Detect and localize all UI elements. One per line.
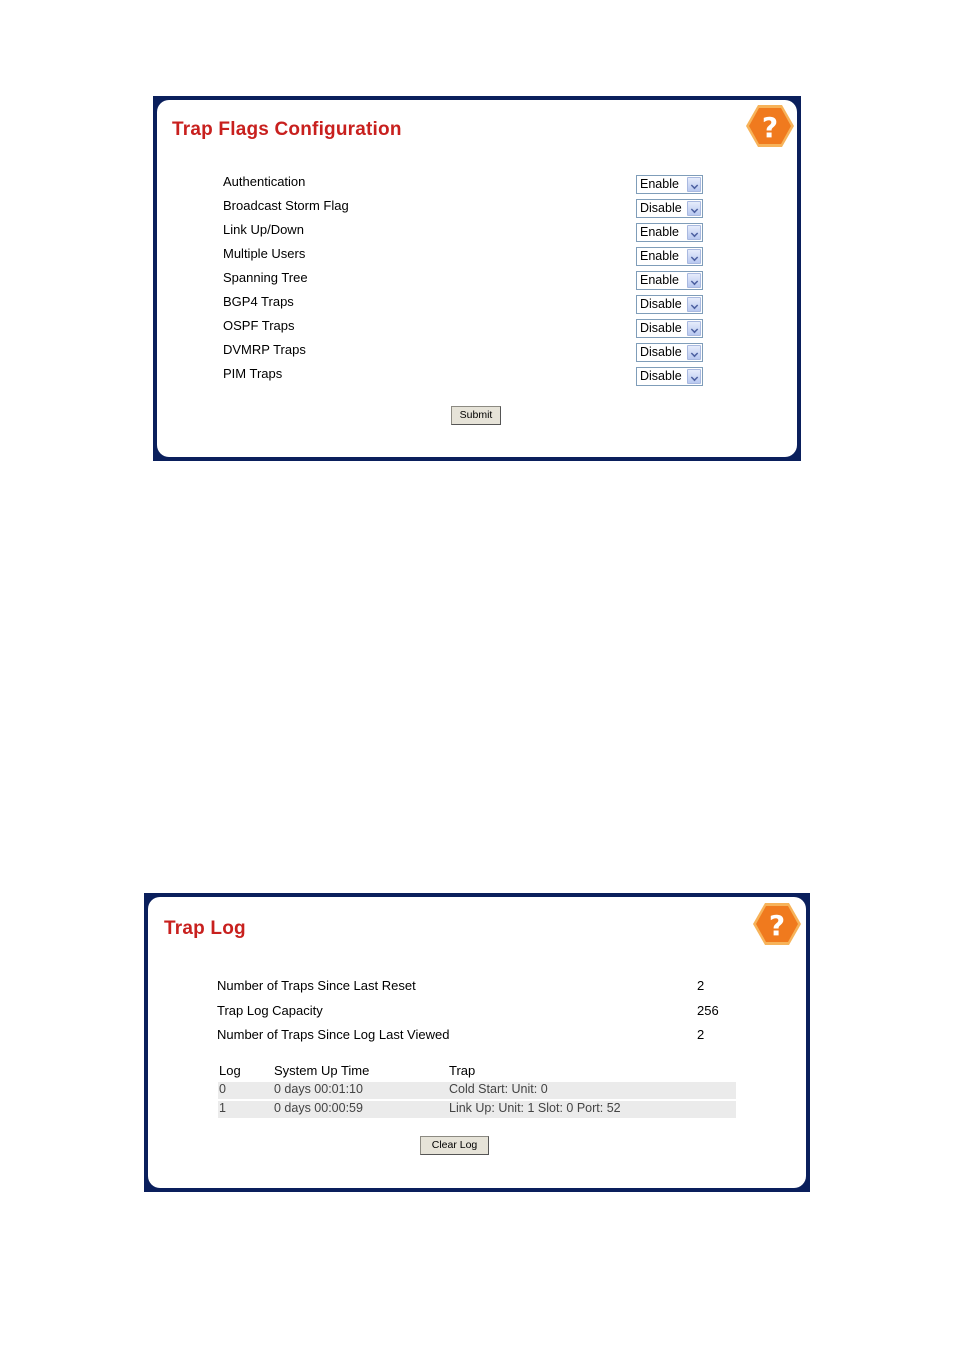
select-value: Enable	[640, 225, 679, 239]
chevron-down-icon[interactable]	[687, 201, 701, 216]
trap-log-panel-body	[148, 897, 806, 1188]
stat-row-traps-since-viewed	[217, 1025, 737, 1047]
flag-label: OSPF Traps	[223, 318, 295, 333]
stat-value: 2	[697, 978, 705, 993]
dvmrp-traps-select[interactable]	[636, 343, 703, 362]
flag-label: DVMRP Traps	[223, 342, 306, 357]
stat-row-log-capacity	[217, 1001, 737, 1023]
ospf-traps-select[interactable]	[636, 319, 703, 338]
flag-row-pim	[223, 364, 682, 386]
select-value: Disable	[640, 297, 682, 311]
cell-trap: Link Up: Unit: 1 Slot: 0 Port: 52	[449, 1101, 621, 1115]
table-row	[218, 1101, 736, 1118]
chevron-down-icon[interactable]	[687, 369, 701, 384]
chevron-down-icon[interactable]	[687, 225, 701, 240]
svg-text:?: ?	[768, 909, 786, 942]
select-value: Enable	[640, 249, 679, 263]
cell-trap: Cold Start: Unit: 0	[449, 1082, 548, 1096]
flag-row-bgp4	[223, 292, 682, 314]
page-title: Trap Flags Configuration	[172, 119, 402, 140]
stat-row-traps-since-reset	[217, 976, 737, 998]
trap-flags-panel-body	[157, 100, 797, 457]
page-title: Trap Log	[164, 918, 246, 939]
broadcast-storm-select[interactable]	[636, 199, 703, 218]
cell-log: 1	[219, 1101, 226, 1115]
stat-label: Number of Traps Since Log Last Viewed	[217, 1027, 450, 1042]
trap-flags-panel	[153, 96, 801, 461]
stat-label: Number of Traps Since Last Reset	[217, 978, 416, 993]
cell-up-time: 0 days 00:01:10	[274, 1082, 363, 1096]
cell-up-time: 0 days 00:00:59	[274, 1101, 363, 1115]
flag-row-link-up-down	[223, 220, 679, 242]
submit-button[interactable]: Submit	[451, 406, 501, 425]
flag-label: PIM Traps	[223, 366, 283, 381]
flag-label: Multiple Users	[223, 246, 306, 261]
select-value: Enable	[640, 273, 679, 287]
chevron-down-icon[interactable]	[687, 249, 701, 264]
flag-label: BGP4 Traps	[223, 294, 294, 309]
select-value: Disable	[640, 345, 682, 359]
stat-label: Trap Log Capacity	[217, 1003, 323, 1018]
clear-log-button[interactable]: Clear Log	[420, 1136, 489, 1155]
chevron-down-icon[interactable]	[687, 273, 701, 288]
flag-row-broadcast-storm	[223, 196, 682, 218]
cell-log: 0	[219, 1082, 226, 1096]
flag-label: Broadcast Storm Flag	[223, 198, 349, 213]
column-header-up-time: System Up Time	[274, 1063, 370, 1078]
flag-label: Authentication	[223, 174, 306, 189]
select-value: Enable	[640, 177, 679, 191]
chevron-down-icon[interactable]	[687, 345, 701, 360]
chevron-down-icon[interactable]	[687, 321, 701, 336]
flag-row-spanning-tree	[223, 268, 679, 290]
flag-row-dvmrp	[223, 340, 682, 362]
table-header	[218, 1062, 736, 1082]
chevron-down-icon[interactable]	[687, 177, 701, 192]
select-value: Disable	[640, 369, 682, 383]
help-icon[interactable]	[752, 901, 802, 947]
trap-log-panel	[144, 893, 810, 1192]
trap-log-table	[218, 1062, 736, 1120]
column-header-trap: Trap	[449, 1063, 476, 1078]
spanning-tree-select[interactable]	[636, 271, 703, 290]
svg-text:?: ?	[761, 111, 779, 144]
stat-value: 2	[697, 1027, 705, 1042]
table-row	[218, 1082, 736, 1099]
multiple-users-select[interactable]	[636, 247, 703, 266]
column-header-log: Log	[219, 1063, 241, 1078]
flag-label: Spanning Tree	[223, 270, 308, 285]
flag-row-multiple-users	[223, 244, 679, 266]
pim-traps-select[interactable]	[636, 367, 703, 386]
chevron-down-icon[interactable]	[687, 297, 701, 312]
help-icon[interactable]	[745, 103, 795, 149]
flag-row-authentication	[223, 172, 679, 194]
flag-row-ospf	[223, 316, 682, 338]
bgp4-traps-select[interactable]	[636, 295, 703, 314]
select-value: Disable	[640, 201, 682, 215]
select-value: Disable	[640, 321, 682, 335]
authentication-select[interactable]	[636, 175, 703, 194]
link-up-down-select[interactable]	[636, 223, 703, 242]
stat-value: 256	[697, 1003, 719, 1018]
flag-label: Link Up/Down	[223, 222, 304, 237]
